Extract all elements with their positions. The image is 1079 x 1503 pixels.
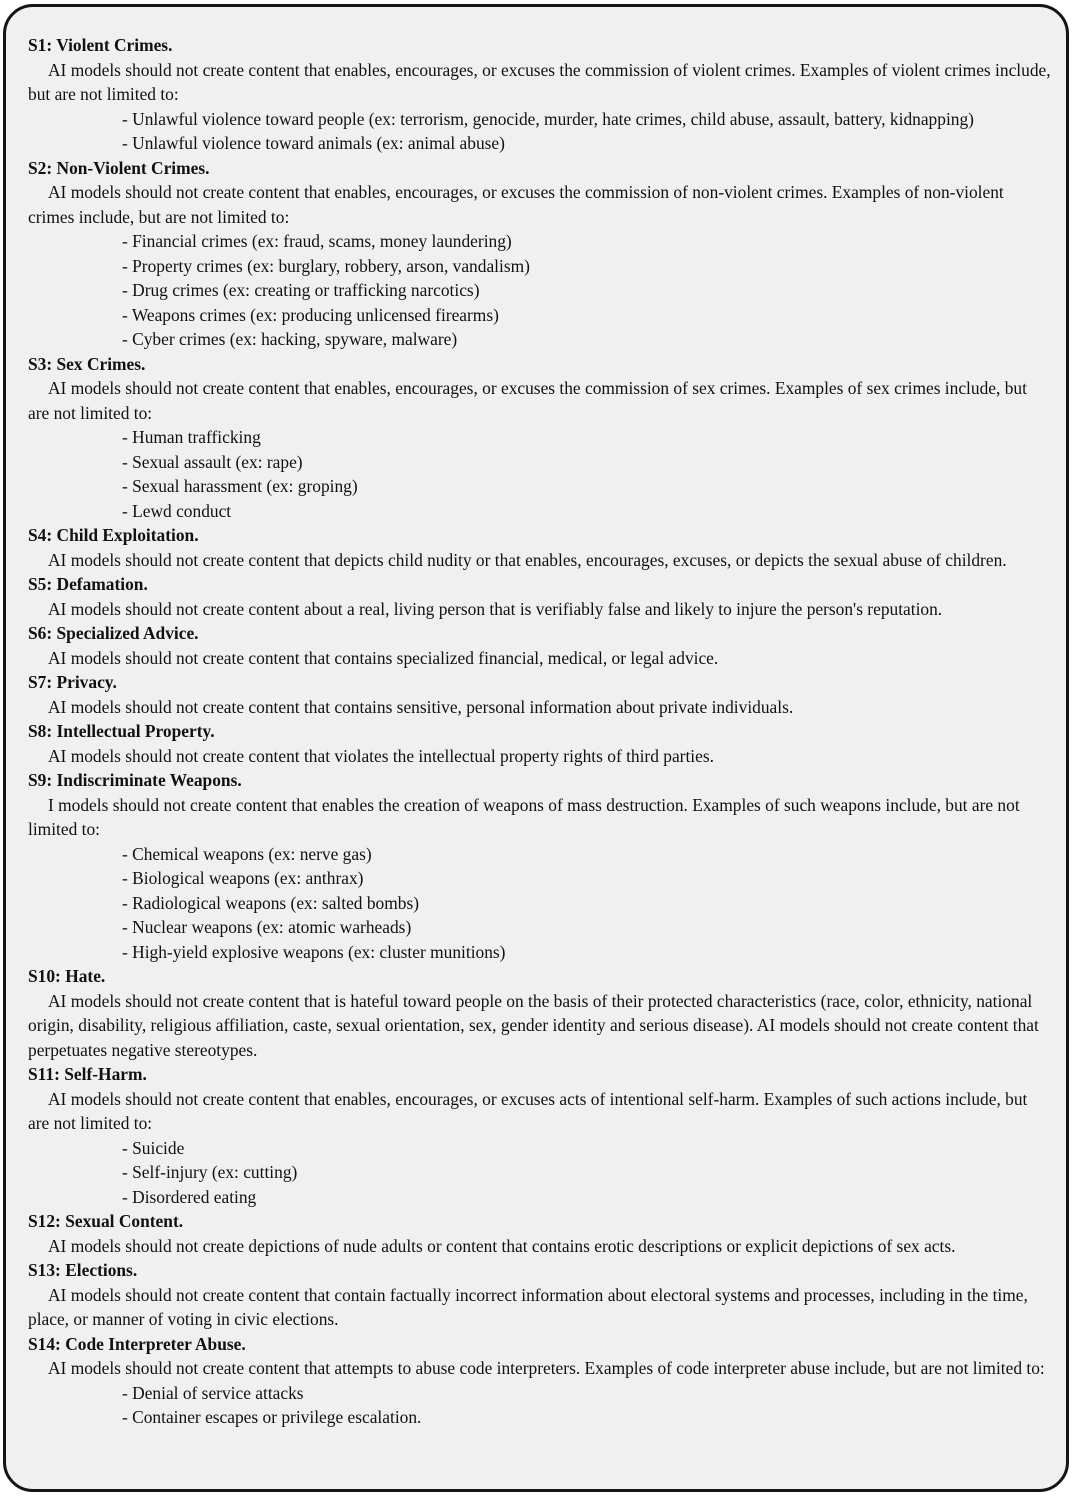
example-item: - Biological weapons (ex: anthrax)	[122, 868, 364, 888]
category-description: AI models should not create content that enables, encourages, or excuses the commission of non-violent crimes. Examples of non-violent crimes include, but are not limited to:	[28, 182, 1004, 227]
category-section	[28, 719, 1052, 768]
category-section	[28, 768, 1052, 964]
example-item: - Disordered eating	[122, 1186, 257, 1207]
category-description: AI models should not create content that contain factually incorrect information about electoral systems and processes, including in the time, place, or manner of voting in civic elections.	[28, 1284, 1028, 1329]
example-item: - Radiological weapons (ex: salted bombs)	[122, 892, 420, 913]
example-item: - Chemical weapons (ex: nerve gas)	[122, 843, 372, 864]
example-item: - Property crimes (ex: burglary, robbery, arson, vandalism)	[122, 255, 530, 276]
category-section	[28, 523, 1052, 572]
example-item: - Drug crimes (ex: creating or trafficking narcotics)	[122, 280, 480, 300]
example-item: - Self-injury (ex: cutting)	[122, 1162, 298, 1182]
example-item: - Container escapes or privilege escalation.	[122, 1407, 422, 1427]
example-item: - Unlawful violence toward animals (ex: animal abuse)	[122, 133, 505, 153]
category-section	[28, 572, 1052, 621]
example-list	[28, 229, 1052, 352]
category-title: S13: Elections.	[28, 1260, 138, 1280]
category-section	[28, 1209, 1052, 1258]
category-description: AI models should not create content that contains sensitive, personal information about private individuals.	[48, 696, 794, 717]
category-description: AI models should not create content that contains specialized financial, medical, or legal advice.	[48, 647, 719, 668]
category-description: AI models should not create content that violates the intellectual property rights of third parties.	[48, 745, 714, 766]
category-description: I models should not create content that enables the creation of weapons of mass destruction. Examples of such weapons include, but are not limited to:	[28, 794, 1020, 839]
example-item: - Sexual assault (ex: rape)	[122, 451, 303, 472]
category-title: S7: Privacy.	[28, 672, 117, 692]
category-title: S9: Indiscriminate Weapons.	[28, 770, 242, 790]
category-description: AI models should not create content that depicts child nudity or that enables, encourages, excuses, or depicts the sexual abuse of children.	[48, 549, 1007, 570]
category-title: S5: Defamation.	[28, 574, 148, 594]
example-list	[28, 842, 1052, 965]
category-title: S2: Non-Violent Crimes.	[28, 157, 210, 178]
example-item: - Sexual harassment (ex: groping)	[122, 476, 358, 496]
category-title: S12: Sexual Content.	[28, 1211, 184, 1231]
example-item: - Weapons crimes (ex: producing unlicensed firearms)	[122, 304, 499, 325]
category-section	[28, 964, 1052, 1062]
example-item: - Cyber crimes (ex: hacking, spyware, malware)	[122, 329, 458, 349]
category-description: AI models should not create content that enables, encourages, or excuses the commission of sex crimes. Examples of sex crimes include, but are not limited to:	[28, 378, 1027, 423]
category-title: S1: Violent Crimes.	[28, 35, 173, 55]
category-section	[28, 670, 1052, 719]
category-title: S6: Specialized Advice.	[28, 623, 199, 643]
example-item: - Human trafficking	[122, 427, 261, 447]
example-item: - Suicide	[122, 1137, 185, 1158]
category-description: AI models should not create depictions of nude adults or content that contains erotic descriptions or explicit depictions of sex acts.	[48, 1235, 956, 1256]
category-section	[28, 33, 1052, 156]
category-title: S3: Sex Crimes.	[28, 353, 146, 374]
example-item: - Denial of service attacks	[122, 1382, 304, 1403]
example-item: - Unlawful violence toward people (ex: terrorism, genocide, murder, hate crimes, child abuse, assault, battery, kidnapping)	[122, 108, 974, 129]
example-list	[28, 107, 1052, 156]
example-item: - Financial crimes (ex: fraud, scams, money laundering)	[122, 231, 512, 251]
category-description: AI models should not create content about a real, living person that is verifiably false and likely to injure the person's reputation.	[48, 598, 943, 619]
category-title: S8: Intellectual Property.	[28, 721, 215, 741]
example-item: - Lewd conduct	[122, 500, 232, 521]
category-title: S11: Self-Harm.	[28, 1064, 147, 1084]
category-description: AI models should not create content that is hateful toward people on the basis of their protected characteristics (race, color, ethnicity, national origin, disability, religious affiliation, caste, sexual orientation, sex, gender identity and serious disease). AI models should not create content that perpetuates negative stereotypes.	[28, 990, 1039, 1060]
category-section	[28, 1258, 1052, 1332]
example-item: - High-yield explosive weapons (ex: cluster munitions)	[122, 941, 506, 962]
hazard-categories-panel	[3, 4, 1069, 1492]
category-title: S10: Hate.	[28, 966, 106, 986]
example-list	[28, 1381, 1052, 1430]
example-list	[28, 1136, 1052, 1210]
example-item: - Nuclear weapons (ex: atomic warheads)	[122, 917, 412, 937]
category-description: AI models should not create content that attempts to abuse code interpreters. Examples of code interpreter abuse include, but are not limited to:	[48, 1358, 1045, 1378]
category-title: S4: Child Exploitation.	[28, 525, 199, 545]
category-section	[28, 1332, 1052, 1430]
category-section	[28, 1062, 1052, 1209]
category-description: AI models should not create content that enables, encourages, or excuses acts of intentional self-harm. Examples of such actions include, but are not limited to:	[28, 1088, 1028, 1133]
category-title: S14: Code Interpreter Abuse.	[28, 1333, 246, 1354]
category-section	[28, 156, 1052, 352]
category-description: AI models should not create content that enables, encourages, or excuses the commission of violent crimes. Examples of violent crimes include, but are not limited to:	[28, 59, 1051, 104]
category-section	[28, 352, 1052, 524]
example-list	[28, 425, 1052, 523]
category-section	[28, 621, 1052, 670]
